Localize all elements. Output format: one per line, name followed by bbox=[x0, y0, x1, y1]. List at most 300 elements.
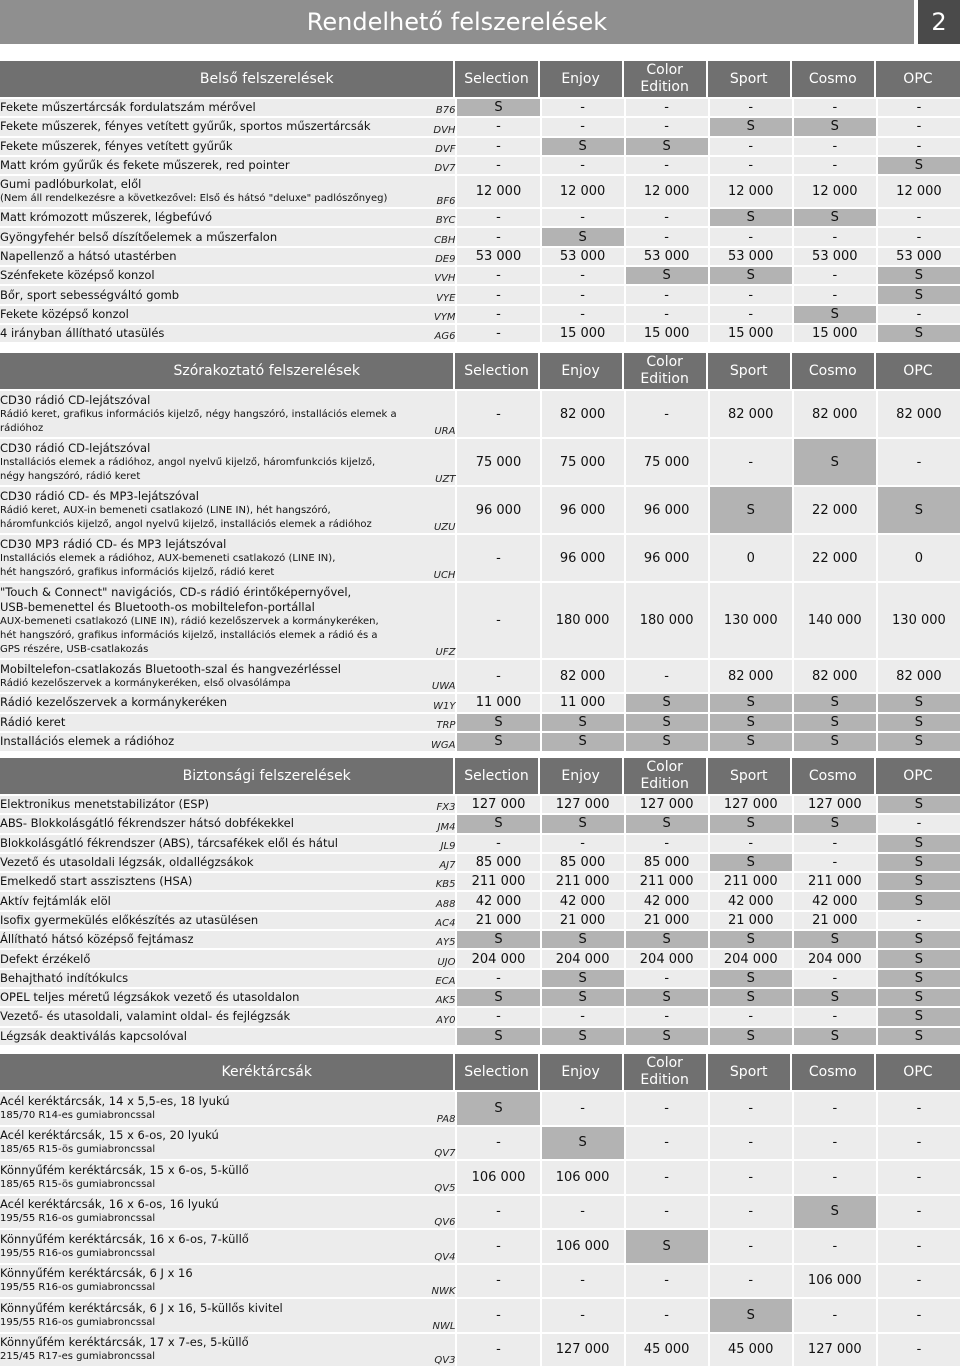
option-name-cell bbox=[0, 873, 415, 892]
table-row bbox=[0, 248, 960, 267]
option-name-cell bbox=[0, 439, 415, 487]
column-header: OPC bbox=[876, 758, 960, 796]
option-name-cell bbox=[0, 733, 415, 753]
table-row bbox=[0, 892, 960, 911]
option-name: Állítható hátsó középső fejtámasz bbox=[0, 932, 415, 947]
price-cell: 85 000 bbox=[624, 854, 708, 873]
price-cell: - bbox=[455, 535, 539, 583]
price-cell: - bbox=[792, 1299, 876, 1334]
option-name: CD30 rádió CD-lejátszóval bbox=[0, 393, 415, 408]
option-code: AY0 bbox=[415, 1008, 455, 1027]
column-header: Enjoy bbox=[540, 353, 624, 391]
price-cell: 11 000 bbox=[455, 694, 539, 714]
option-name: CD30 rádió CD- és MP3-lejátszóval bbox=[0, 489, 415, 504]
price-cell: - bbox=[455, 118, 539, 137]
price-cell: S bbox=[455, 714, 539, 734]
table-row bbox=[0, 815, 960, 834]
price-cell: - bbox=[876, 1092, 960, 1127]
price-cell: 204 000 bbox=[708, 950, 792, 969]
price-cell: S bbox=[876, 714, 960, 734]
price-cell: 75 000 bbox=[455, 439, 539, 487]
option-name: CD30 MP3 rádió CD- és MP3 lejátszóval bbox=[0, 537, 415, 552]
price-cell: 96 000 bbox=[624, 535, 708, 583]
price-cell: S bbox=[792, 989, 876, 1008]
price-cell: 21 000 bbox=[540, 912, 624, 931]
price-cell: - bbox=[455, 1127, 539, 1162]
option-code: NWK bbox=[415, 1265, 455, 1300]
option-description: háromfunkciós kijelző, angol nyelvű kijelző, installációs elemek a rádióhoz bbox=[0, 518, 415, 532]
price-cell: - bbox=[876, 1127, 960, 1162]
price-cell: 22 000 bbox=[792, 487, 876, 535]
option-name-cell bbox=[0, 99, 415, 118]
option-description: 215/45 R17-es gumiabroncssal bbox=[0, 1350, 415, 1364]
option-code: WGA bbox=[415, 733, 455, 753]
option-name-cell bbox=[0, 1127, 415, 1162]
price-cell: 45 000 bbox=[624, 1334, 708, 1368]
price-cell: S bbox=[792, 714, 876, 734]
price-cell: S bbox=[708, 487, 792, 535]
price-cell: 96 000 bbox=[624, 487, 708, 535]
price-cell: - bbox=[792, 1092, 876, 1127]
option-name-cell bbox=[0, 535, 415, 583]
price-cell: S bbox=[792, 694, 876, 714]
price-cell: 127 000 bbox=[540, 1334, 624, 1368]
price-cell: - bbox=[455, 1334, 539, 1368]
price-cell: - bbox=[792, 267, 876, 286]
price-cell: S bbox=[792, 815, 876, 834]
price-cell: S bbox=[876, 733, 960, 753]
option-name-cell bbox=[0, 660, 415, 694]
option-name-cell bbox=[0, 854, 415, 873]
price-cell: 130 000 bbox=[708, 583, 792, 660]
table-row bbox=[0, 733, 960, 753]
price-cell: - bbox=[876, 912, 960, 931]
column-header: Sport bbox=[708, 758, 792, 796]
option-code: KB5 bbox=[415, 873, 455, 892]
price-cell: - bbox=[876, 138, 960, 157]
price-cell: - bbox=[708, 157, 792, 176]
table-row bbox=[0, 694, 960, 714]
price-cell: 82 000 bbox=[792, 660, 876, 694]
option-name-cell bbox=[0, 1196, 415, 1231]
price-cell: 127 000 bbox=[624, 796, 708, 815]
price-cell: S bbox=[792, 118, 876, 137]
option-description: hét hangszóró, grafikus információs kijelző, rádió keret bbox=[0, 566, 415, 580]
price-cell: 0 bbox=[876, 535, 960, 583]
option-code: QV5 bbox=[415, 1161, 455, 1196]
option-code: DVH bbox=[415, 118, 455, 137]
price-cell: - bbox=[540, 1092, 624, 1127]
option-code: QV7 bbox=[415, 1127, 455, 1162]
price-cell: 15 000 bbox=[624, 325, 708, 344]
price-cell: S bbox=[455, 931, 539, 950]
price-cell: S bbox=[876, 796, 960, 815]
price-cell: - bbox=[792, 835, 876, 854]
option-description: Installációs elemek a rádióhoz, angol nyelvű kijelző, háromfunkciós kijelző, bbox=[0, 456, 415, 470]
column-header: Sport bbox=[708, 61, 792, 99]
price-cell: S bbox=[708, 970, 792, 989]
price-cell: S bbox=[876, 1028, 960, 1047]
price-cell: - bbox=[624, 306, 708, 325]
price-cell: S bbox=[540, 733, 624, 753]
price-cell: 42 000 bbox=[708, 892, 792, 911]
table-row bbox=[0, 970, 960, 989]
column-header: OPC bbox=[876, 353, 960, 391]
option-code bbox=[415, 1028, 455, 1047]
price-cell: S bbox=[708, 209, 792, 228]
column-header: Enjoy bbox=[540, 61, 624, 99]
table-row bbox=[0, 1127, 960, 1162]
option-name-cell bbox=[0, 267, 415, 286]
page-title: Rendelhető felszerelések bbox=[0, 0, 914, 44]
option-name: CD30 rádió CD-lejátszóval bbox=[0, 441, 415, 456]
price-cell: - bbox=[624, 286, 708, 305]
table-row bbox=[0, 1028, 960, 1047]
table-row bbox=[0, 209, 960, 228]
option-name-cell bbox=[0, 815, 415, 834]
option-name-cell bbox=[0, 138, 415, 157]
option-name: Matt krómozott műszerek, légbefúvó bbox=[0, 210, 415, 225]
price-cell: 21 000 bbox=[792, 912, 876, 931]
column-header: Selection bbox=[455, 1054, 539, 1092]
option-name: Légzsák deaktiválás kapcsolóval bbox=[0, 1029, 415, 1044]
price-cell: - bbox=[792, 1161, 876, 1196]
option-name-cell bbox=[0, 176, 415, 209]
price-cell: S bbox=[792, 931, 876, 950]
price-cell: - bbox=[624, 1299, 708, 1334]
option-name: Könnyűfém keréktárcsák, 16 x 6-os, 7-küllő bbox=[0, 1232, 415, 1247]
price-cell: - bbox=[455, 325, 539, 344]
price-cell: 75 000 bbox=[540, 439, 624, 487]
option-name: Matt króm gyűrűk és fekete műszerek, red pointer bbox=[0, 158, 415, 173]
table-row bbox=[0, 306, 960, 325]
price-cell: - bbox=[876, 1265, 960, 1300]
option-name: Könnyűfém keréktárcsák, 17 x 7-es, 5-küllő bbox=[0, 1335, 415, 1350]
price-cell: - bbox=[792, 138, 876, 157]
option-name: ABS- Blokkolásgátló fékrendszer hátsó dobfékekkel bbox=[0, 816, 415, 831]
price-cell: S bbox=[708, 989, 792, 1008]
price-cell: 82 000 bbox=[708, 660, 792, 694]
price-cell: - bbox=[624, 1127, 708, 1162]
option-code: UWA bbox=[415, 660, 455, 694]
price-cell: 21 000 bbox=[708, 912, 792, 931]
price-cell: 82 000 bbox=[708, 391, 792, 439]
option-description: (Nem áll rendelkezésre a következővel: Első és hátsó "deluxe" padlószőnyeg) bbox=[0, 192, 415, 206]
option-name-cell bbox=[0, 286, 415, 305]
price-cell: - bbox=[455, 228, 539, 247]
section-header-row bbox=[0, 61, 960, 99]
price-cell: S bbox=[624, 694, 708, 714]
option-name: Defekt érzékelő bbox=[0, 952, 415, 967]
price-cell: S bbox=[876, 892, 960, 911]
column-header: Selection bbox=[455, 61, 539, 99]
price-cell: 82 000 bbox=[876, 391, 960, 439]
price-cell: - bbox=[792, 99, 876, 118]
option-code: NWL bbox=[415, 1299, 455, 1334]
option-name-cell bbox=[0, 1265, 415, 1300]
option-name-cell bbox=[0, 248, 415, 267]
price-cell: - bbox=[708, 835, 792, 854]
table-row bbox=[0, 1299, 960, 1334]
option-code: AJ7 bbox=[415, 854, 455, 873]
page-number: 2 bbox=[918, 0, 960, 44]
price-cell: S bbox=[708, 1299, 792, 1334]
option-name-cell bbox=[0, 391, 415, 439]
price-cell: 204 000 bbox=[540, 950, 624, 969]
price-cell: 130 000 bbox=[876, 583, 960, 660]
price-cell: 21 000 bbox=[624, 912, 708, 931]
option-name: Aktív fejtámlák elöl bbox=[0, 894, 415, 909]
price-cell: - bbox=[455, 391, 539, 439]
price-cell: 53 000 bbox=[708, 248, 792, 267]
table-row bbox=[0, 99, 960, 118]
column-header: Cosmo bbox=[792, 353, 876, 391]
table-row bbox=[0, 583, 960, 660]
price-cell: 53 000 bbox=[624, 248, 708, 267]
table-row bbox=[0, 1265, 960, 1300]
column-header: OPC bbox=[876, 61, 960, 99]
option-name: 4 irányban állítható utasülés bbox=[0, 326, 415, 341]
option-name-cell bbox=[0, 1028, 415, 1047]
price-cell: 211 000 bbox=[708, 873, 792, 892]
option-name: Fekete műszerek, fényes vetített gyűrűk bbox=[0, 139, 415, 154]
price-cell: - bbox=[540, 157, 624, 176]
option-code: BYC bbox=[415, 209, 455, 228]
column-header: Cosmo bbox=[792, 1054, 876, 1092]
price-cell: S bbox=[624, 989, 708, 1008]
price-cell: S bbox=[876, 835, 960, 854]
price-cell: 15 000 bbox=[708, 325, 792, 344]
price-cell: - bbox=[792, 970, 876, 989]
table-row bbox=[0, 989, 960, 1008]
price-cell: 211 000 bbox=[455, 873, 539, 892]
price-cell: - bbox=[708, 306, 792, 325]
option-name-cell bbox=[0, 912, 415, 931]
option-name-cell bbox=[0, 583, 415, 660]
price-cell: S bbox=[540, 815, 624, 834]
price-cell: S bbox=[624, 1230, 708, 1265]
price-cell: S bbox=[876, 950, 960, 969]
table-row bbox=[0, 873, 960, 892]
price-cell: S bbox=[540, 1028, 624, 1047]
price-cell: S bbox=[455, 733, 539, 753]
price-cell: - bbox=[455, 138, 539, 157]
option-name-line2: USB-bemenettel és Bluetooth-os mobiltelefon-portállal bbox=[0, 600, 415, 615]
price-cell: - bbox=[624, 1161, 708, 1196]
price-cell: S bbox=[876, 325, 960, 344]
option-code: B76 bbox=[415, 99, 455, 118]
option-name: Könnyűfém keréktárcsák, 6 J x 16, 5-küllős kivitel bbox=[0, 1301, 415, 1316]
price-cell: 82 000 bbox=[876, 660, 960, 694]
table-row bbox=[0, 176, 960, 209]
price-cell: - bbox=[455, 835, 539, 854]
column-header: Sport bbox=[708, 353, 792, 391]
price-cell: 180 000 bbox=[624, 583, 708, 660]
price-cell: - bbox=[624, 1092, 708, 1127]
option-code: AK5 bbox=[415, 989, 455, 1008]
option-name: Szénfekete középső konzol bbox=[0, 268, 415, 283]
table-row bbox=[0, 1196, 960, 1231]
option-name: Könnyűfém keréktárcsák, 6 J x 16 bbox=[0, 1266, 415, 1281]
option-name: Vezető- és utasoldali, valamint oldal- és fejlégzsák bbox=[0, 1009, 415, 1024]
table-row bbox=[0, 1334, 960, 1368]
price-cell: - bbox=[792, 286, 876, 305]
option-description: rádióhoz bbox=[0, 422, 415, 436]
price-cell: S bbox=[876, 1008, 960, 1027]
price-cell: - bbox=[540, 286, 624, 305]
price-cell: S bbox=[540, 228, 624, 247]
price-cell: 53 000 bbox=[540, 248, 624, 267]
price-cell: S bbox=[455, 815, 539, 834]
option-code: PA8 bbox=[415, 1092, 455, 1127]
price-cell: - bbox=[708, 1196, 792, 1231]
option-name: Mobiltelefon-csatlakozás Bluetooth-szal és hangvezérléssel bbox=[0, 662, 415, 677]
option-description: AUX-bemeneti csatlakozó (LINE IN), rádió kezelőszervek a kormánykeréken, bbox=[0, 615, 415, 629]
option-name-cell bbox=[0, 209, 415, 228]
section-title: Biztonsági felszerelések bbox=[0, 758, 455, 796]
price-cell: - bbox=[624, 835, 708, 854]
price-cell: 106 000 bbox=[455, 1161, 539, 1196]
option-description: 195/55 R16-os gumiabroncssal bbox=[0, 1212, 415, 1226]
option-name-cell bbox=[0, 1299, 415, 1334]
price-cell: - bbox=[624, 1196, 708, 1231]
price-cell: - bbox=[455, 970, 539, 989]
option-name: Rádió kezelőszervek a kormánykeréken bbox=[0, 695, 415, 710]
price-cell: 204 000 bbox=[624, 950, 708, 969]
price-cell: 0 bbox=[708, 535, 792, 583]
price-cell: S bbox=[876, 989, 960, 1008]
price-cell: S bbox=[455, 1092, 539, 1127]
option-code: DV7 bbox=[415, 157, 455, 176]
price-cell: 127 000 bbox=[792, 1334, 876, 1368]
table-row bbox=[0, 325, 960, 344]
price-cell: - bbox=[708, 1265, 792, 1300]
table-row bbox=[0, 1008, 960, 1027]
option-name: Vezető és utasoldali légzsák, oldallégzsákok bbox=[0, 855, 415, 870]
price-cell: S bbox=[708, 694, 792, 714]
price-cell: 12 000 bbox=[455, 176, 539, 209]
price-cell: 106 000 bbox=[540, 1161, 624, 1196]
price-cell: - bbox=[876, 439, 960, 487]
price-cell: 127 000 bbox=[455, 796, 539, 815]
price-cell: - bbox=[624, 99, 708, 118]
table-row bbox=[0, 714, 960, 734]
option-code: UZU bbox=[415, 487, 455, 535]
option-description: 185/65 R15-ös gumiabroncssal bbox=[0, 1178, 415, 1192]
price-cell: - bbox=[624, 228, 708, 247]
price-cell: S bbox=[624, 138, 708, 157]
price-cell: 140 000 bbox=[792, 583, 876, 660]
price-cell: 12 000 bbox=[792, 176, 876, 209]
price-cell: - bbox=[624, 970, 708, 989]
column-header: Selection bbox=[455, 353, 539, 391]
option-code: VYM bbox=[415, 306, 455, 325]
price-cell: - bbox=[876, 306, 960, 325]
column-header: OPC bbox=[876, 1054, 960, 1092]
option-name-cell bbox=[0, 1161, 415, 1196]
price-cell: 22 000 bbox=[792, 535, 876, 583]
option-code: VYE bbox=[415, 286, 455, 305]
price-cell: S bbox=[708, 854, 792, 873]
price-cell: - bbox=[708, 1127, 792, 1162]
price-cell: S bbox=[624, 267, 708, 286]
column-header: Enjoy bbox=[540, 1054, 624, 1092]
price-cell: S bbox=[540, 989, 624, 1008]
option-name-cell bbox=[0, 118, 415, 137]
price-cell: - bbox=[792, 157, 876, 176]
column-header: Color Edition bbox=[624, 61, 708, 99]
option-code: AC4 bbox=[415, 912, 455, 931]
price-cell: - bbox=[708, 286, 792, 305]
section-title: Belső felszerelések bbox=[0, 61, 455, 99]
price-cell: - bbox=[624, 1008, 708, 1027]
price-cell: S bbox=[540, 138, 624, 157]
table-row bbox=[0, 1230, 960, 1265]
price-cell: S bbox=[876, 931, 960, 950]
price-cell: - bbox=[876, 209, 960, 228]
price-cell: S bbox=[876, 157, 960, 176]
price-cell: S bbox=[876, 873, 960, 892]
table-row bbox=[0, 267, 960, 286]
price-cell: 127 000 bbox=[792, 796, 876, 815]
price-cell: 180 000 bbox=[540, 583, 624, 660]
option-code: DVF bbox=[415, 138, 455, 157]
price-cell: - bbox=[876, 1230, 960, 1265]
table-row bbox=[0, 796, 960, 815]
option-name: Gumi padlóburkolat, elől bbox=[0, 177, 415, 192]
price-cell: 15 000 bbox=[540, 325, 624, 344]
price-cell: 12 000 bbox=[624, 176, 708, 209]
column-header: Enjoy bbox=[540, 758, 624, 796]
option-description: hét hangszóró, grafikus információs kijelző, installációs elemek a rádió és a bbox=[0, 629, 415, 643]
price-cell: - bbox=[455, 583, 539, 660]
price-cell: - bbox=[624, 391, 708, 439]
price-cell: S bbox=[792, 439, 876, 487]
column-header: Color Edition bbox=[624, 353, 708, 391]
option-code: AG6 bbox=[415, 325, 455, 344]
option-code: QV6 bbox=[415, 1196, 455, 1231]
table-row bbox=[0, 138, 960, 157]
price-cell: - bbox=[540, 1008, 624, 1027]
option-name: Gyöngyfehér belső díszítőelemek a műszerfalon bbox=[0, 230, 415, 245]
price-cell: - bbox=[792, 1127, 876, 1162]
column-header: Color Edition bbox=[624, 758, 708, 796]
price-cell: S bbox=[792, 306, 876, 325]
option-name-cell bbox=[0, 694, 415, 714]
price-cell: - bbox=[455, 306, 539, 325]
price-cell: - bbox=[876, 815, 960, 834]
table-row bbox=[0, 950, 960, 969]
price-cell: - bbox=[455, 1008, 539, 1027]
price-cell: - bbox=[876, 228, 960, 247]
price-cell: - bbox=[540, 1299, 624, 1334]
option-code: JM4 bbox=[415, 815, 455, 834]
option-name: Isofix gyermekülés előkészítés az utasülésen bbox=[0, 913, 415, 928]
option-description: négy hangszóró, rádió keret bbox=[0, 470, 415, 484]
option-name-cell bbox=[0, 325, 415, 344]
table-row bbox=[0, 286, 960, 305]
price-cell: S bbox=[708, 118, 792, 137]
option-name: Rádió keret bbox=[0, 715, 415, 730]
price-cell: S bbox=[876, 487, 960, 535]
price-cell: - bbox=[624, 118, 708, 137]
option-name: "Touch & Connect" navigációs, CD-s rádió érintőképernyővel, bbox=[0, 585, 415, 600]
option-name: Bőr, sport sebességváltó gomb bbox=[0, 288, 415, 303]
section-title: Szórakoztató felszerelések bbox=[0, 353, 455, 391]
price-cell: 85 000 bbox=[455, 854, 539, 873]
option-code: DE9 bbox=[415, 248, 455, 267]
price-cell: - bbox=[624, 660, 708, 694]
